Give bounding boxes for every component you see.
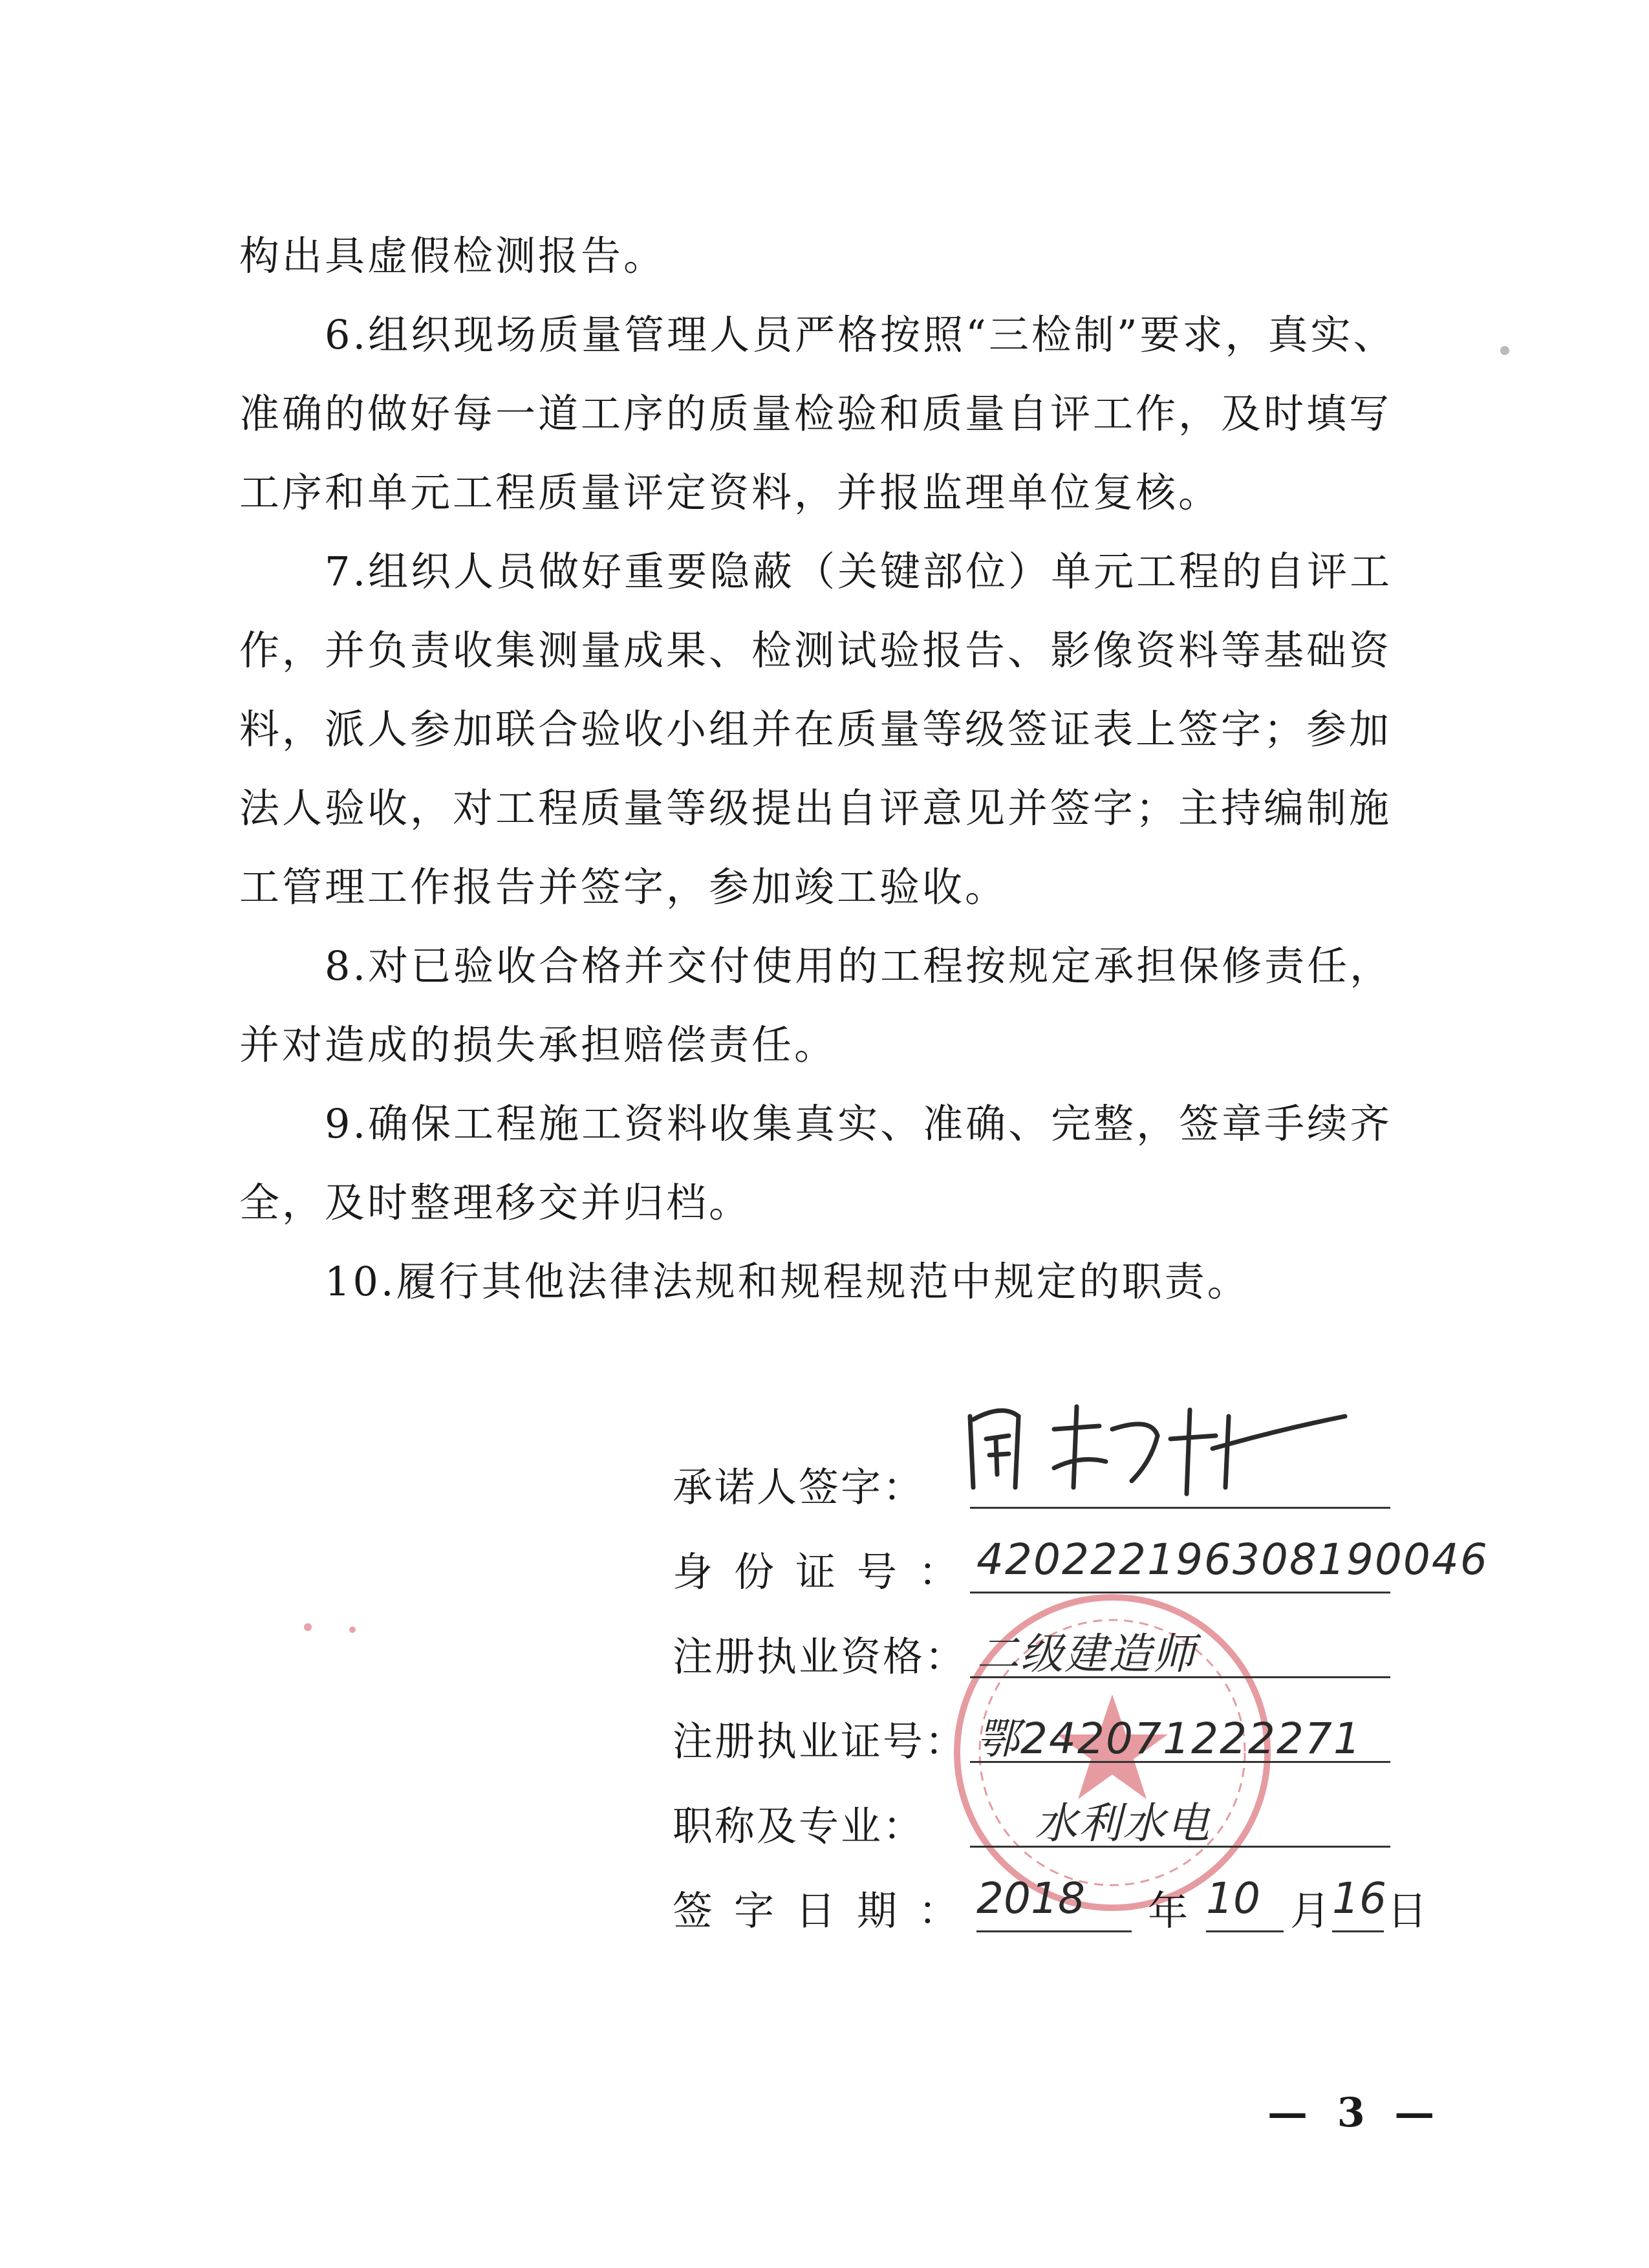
id-line [970,1592,1390,1593]
date-day-value: 16 [1332,1874,1384,1932]
page-number: — 3 — [1267,2089,1443,2136]
cert-label: 注册执业证号： [673,1718,967,1765]
id-value: 420222196308190046 [976,1535,1489,1584]
cert-value: 鄂242071222271 [976,1714,1362,1764]
paragraph-item-6: 6.组织现场质量管理人员严格按照“三检制”要求，真实、准确的做好每一道工序的质量检验和质量自评工作，及时填写工序和单元工程质量评定资料，并报监理单位复核。 [239,311,1396,516]
signer-row [673,1442,1436,1527]
title-value: 水利水电 [1035,1798,1211,1848]
title-label: 职称及专业： [673,1802,925,1850]
date-day-unit: 日 [1387,1887,1428,1934]
scan-speck [349,1626,356,1633]
qualification-row [673,1612,1436,1696]
commitment-body [239,217,1423,1321]
paragraph-item-9: 9.确保工程施工资料收集真实、准确、完整，签章手续齐全，及时整理移交并归档。 [239,1100,1393,1226]
scan-speck [1500,346,1509,355]
qualification-label: 注册执业资格： [673,1633,967,1680]
date-month-unit: 月 [1290,1887,1331,1934]
id-label: 身份证号： [673,1548,980,1595]
date-year-unit: 年 [1148,1887,1189,1934]
qualification-value: 二级建造师 [976,1629,1196,1679]
paragraph-item-8: 8.对已验收合格并交付使用的工程按规定承担保修责任，并对造成的损失承担赔偿责任。 [239,942,1393,1068]
id-row [673,1527,1489,1612]
date-label: 签字日期： [673,1887,980,1934]
cert-row [673,1696,1436,1781]
signature-block [673,1442,1489,1950]
cert-line [970,1761,1390,1763]
signer-label: 承诺人签字： [673,1463,925,1511]
paragraph-continuation: 构出具虚假检测报告。 [239,232,667,279]
qualification-line [970,1676,1390,1678]
title-line [970,1846,1390,1848]
signer-line [970,1507,1390,1509]
date-row [673,1866,1436,1950]
date-month-value: 10 [1206,1874,1284,1932]
title-row [673,1781,1436,1866]
date-year-value: 2018 [976,1874,1132,1932]
paragraph-item-10: 10.履行其他法律法规和规程规范中规定的职责。 [325,1258,1250,1305]
paragraph-item-7: 7.组织人员做好重要隐蔽（关键部位）单元工程的自评工作，并负责收集测量成果、检测试验报告、影像资料等基础资料，派人参加联合验收小组并在质量等级签证表上签字；参加法人验收，对工程质量等级提出自评意见并签字；主持编制施工管理工作报告并签字，参加竣工验收。 [239,548,1393,911]
scan-speck [304,1623,312,1631]
